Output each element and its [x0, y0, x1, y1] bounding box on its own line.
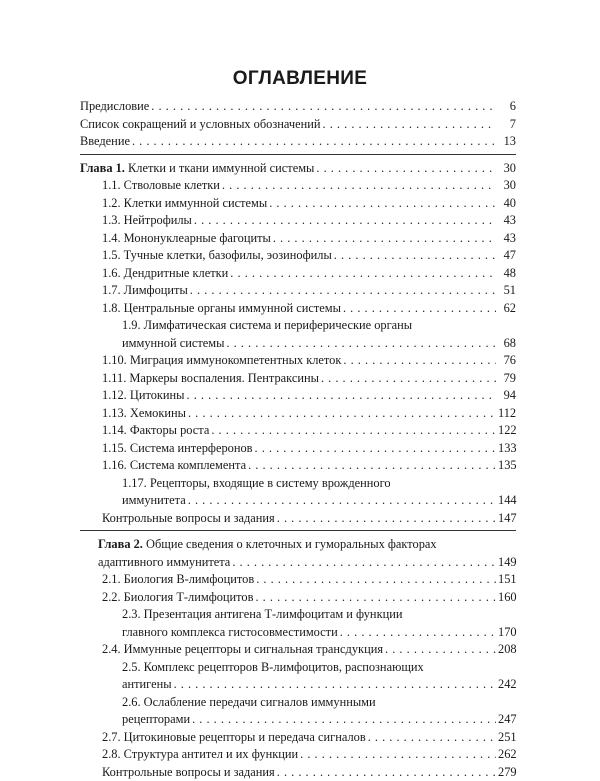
toc-entry-line	[102, 265, 516, 283]
toc-entry[interactable]	[80, 589, 516, 607]
toc-entry[interactable]	[80, 195, 516, 213]
toc-entry[interactable]	[80, 265, 516, 283]
toc-entry[interactable]	[80, 606, 516, 641]
dot-leader	[277, 510, 496, 528]
toc-page-number: 43	[498, 230, 516, 248]
toc-entry[interactable]	[80, 116, 516, 134]
toc-entry-text: 1.15. Система интерферонов	[102, 440, 253, 458]
toc-entry-line	[102, 729, 516, 747]
toc-entry-text: 2.7. Цитокиновые рецепторы и передача сигналов	[102, 729, 366, 747]
toc-entry-text: 1.5. Тучные клетки, базофилы, эозинофилы	[102, 247, 332, 265]
toc-entry-line: 1.17. Рецепторы, входящие в систему врожденного	[102, 475, 516, 493]
dot-leader	[277, 764, 496, 781]
toc-page-number: 43	[498, 212, 516, 230]
toc-page-number: 51	[498, 282, 516, 300]
toc-entry-line	[102, 195, 516, 213]
toc-entry-line: Глава 2. Общие сведения о клеточных и гуморальных факторах	[80, 536, 516, 554]
toc-entry-text: главного комплекса гистосовместимости	[102, 624, 338, 642]
toc-entry-text: Предисловие	[80, 98, 149, 116]
chapter-2-section	[80, 536, 516, 781]
toc-entry-line	[80, 160, 516, 178]
toc-entry-text: 1.13. Хемокины	[102, 405, 186, 423]
toc-entry-text: рецепторами	[102, 711, 190, 729]
dot-leader	[190, 282, 496, 300]
toc-entry-text: Контрольные вопросы и задания	[102, 510, 275, 528]
toc-entry-line	[102, 282, 516, 300]
toc-entry-line	[102, 641, 516, 659]
toc-entry[interactable]	[80, 370, 516, 388]
dot-leader	[211, 422, 496, 440]
dot-leader	[269, 195, 496, 213]
dot-leader	[300, 746, 496, 764]
dot-leader	[343, 300, 496, 318]
toc-page-number: 7	[498, 116, 516, 134]
toc-entry-line	[102, 746, 516, 764]
dot-leader	[256, 571, 496, 589]
toc-entry-line	[102, 711, 516, 729]
dot-leader	[230, 265, 496, 283]
toc-entry-line	[102, 370, 516, 388]
toc-entry-line: 2.3. Презентация антигена Т-лимфоцитам и функции	[102, 606, 516, 624]
toc-entry-text: Контрольные вопросы и задания	[102, 764, 275, 781]
dot-leader	[226, 335, 496, 353]
toc-entry[interactable]	[80, 282, 516, 300]
toc-entry[interactable]	[80, 764, 516, 781]
dot-leader	[385, 641, 496, 659]
toc-entry-line	[102, 510, 516, 528]
toc-page-number: 251	[498, 729, 516, 747]
toc-entry-text: Список сокращений и условных обозначений	[80, 116, 321, 134]
toc-entry-line	[102, 177, 516, 195]
dot-leader	[343, 352, 496, 370]
toc-entry-line	[102, 405, 516, 423]
toc-entry-text: 1.7. Лимфоциты	[102, 282, 188, 300]
toc-entry-line	[102, 440, 516, 458]
toc-entry-text: 1.14. Факторы роста	[102, 422, 209, 440]
toc-entry-text: Введение	[80, 133, 130, 151]
dot-leader	[188, 405, 496, 423]
toc-entry-text: 1.8. Центральные органы иммунной системы	[102, 300, 341, 318]
dot-leader	[194, 212, 496, 230]
dot-leader	[323, 116, 496, 134]
toc-page-number: 242	[498, 676, 516, 694]
toc-entry[interactable]	[80, 571, 516, 589]
toc-entry-line	[102, 300, 516, 318]
front-matter-list	[80, 98, 516, 151]
toc-page-number: 94	[498, 387, 516, 405]
toc-entry-line	[102, 422, 516, 440]
toc-page-number: 151	[498, 571, 516, 589]
chapter-label: Глава 1.	[80, 161, 125, 175]
toc-page-number: 79	[498, 370, 516, 388]
toc-page-number: 112	[498, 405, 516, 423]
toc-page-number: 170	[498, 624, 516, 642]
toc-page-number: 135	[498, 457, 516, 475]
toc-entry-line	[102, 764, 516, 781]
toc-entry[interactable]	[80, 300, 516, 318]
toc-page-number: 122	[498, 422, 516, 440]
dot-leader	[255, 589, 496, 607]
toc-page-number: 6	[498, 98, 516, 116]
toc-entry-line	[102, 387, 516, 405]
toc-entry-text: антигены	[102, 676, 172, 694]
dot-leader	[255, 440, 496, 458]
toc-entry[interactable]	[80, 510, 516, 528]
section-divider	[80, 530, 516, 531]
toc-entry-line	[102, 247, 516, 265]
toc-entry-text: 1.12. Цитокины	[102, 387, 185, 405]
toc-entry[interactable]	[80, 212, 516, 230]
toc-entry[interactable]	[80, 659, 516, 694]
toc-entry[interactable]	[80, 475, 516, 510]
dot-leader	[192, 711, 496, 729]
toc-entry-line	[102, 230, 516, 248]
toc-entry-text: иммунитета	[102, 492, 186, 510]
chapter-1-section	[80, 160, 516, 528]
toc-entry-text: адаптивного иммунитета	[80, 554, 230, 572]
toc-entry-line	[80, 554, 516, 572]
toc-entry-line: 2.6. Ослабление передачи сигналов иммунными	[102, 694, 516, 712]
toc-entry[interactable]	[80, 317, 516, 352]
toc-page-number: 13	[498, 133, 516, 151]
toc-entry-line	[102, 571, 516, 589]
toc-entry-line	[102, 457, 516, 475]
toc-entry-text: 1.6. Дендритные клетки	[102, 265, 228, 283]
toc-entry[interactable]	[80, 247, 516, 265]
toc-page-number: 160	[498, 589, 516, 607]
toc-entry-line: 1.9. Лимфатическая система и периферические органы	[102, 317, 516, 335]
toc-entry[interactable]	[80, 230, 516, 248]
dot-leader	[132, 133, 496, 151]
toc-entry-line	[102, 589, 516, 607]
toc-entry-line	[102, 212, 516, 230]
toc-entry-line	[102, 676, 516, 694]
dot-leader	[151, 98, 496, 116]
toc-entry[interactable]	[80, 177, 516, 195]
toc-page-number: 62	[498, 300, 516, 318]
toc-entry-line	[102, 335, 516, 353]
toc-entry-text: 1.10. Миграция иммунокомпетентных клеток	[102, 352, 341, 370]
toc-entry-line	[102, 352, 516, 370]
toc-entry[interactable]	[80, 457, 516, 475]
section-divider	[80, 154, 516, 155]
dot-leader	[334, 247, 496, 265]
chapter-heading[interactable]	[80, 160, 516, 178]
toc-page-number: 76	[498, 352, 516, 370]
dot-leader	[174, 676, 496, 694]
toc-entry[interactable]	[80, 729, 516, 747]
toc-entry[interactable]	[80, 133, 516, 151]
toc-entry-text: Глава 1. Клетки и ткани иммунной системы	[80, 160, 314, 178]
toc-entry-text: 1.16. Система комплемента	[102, 457, 246, 475]
toc-entry[interactable]	[80, 405, 516, 423]
toc-page-number: 279	[498, 764, 516, 781]
toc-entry-text: 2.1. Биология В-лимфоцитов	[102, 571, 254, 589]
toc-page-number: 47	[498, 247, 516, 265]
dot-leader	[316, 160, 496, 178]
toc-entry-line	[80, 116, 516, 134]
toc-page-number: 30	[498, 160, 516, 178]
toc-entry-text: 2.4. Иммунные рецепторы и сигнальная трансдукция	[102, 641, 383, 659]
chapter-label: Глава 2.	[98, 537, 143, 551]
toc-page-number: 208	[498, 641, 516, 659]
toc-entry-line	[102, 492, 516, 510]
toc-page-number: 149	[498, 554, 516, 572]
dot-leader	[188, 492, 496, 510]
dot-leader	[248, 457, 496, 475]
chapter-heading[interactable]	[80, 536, 516, 571]
toc-page-number: 133	[498, 440, 516, 458]
toc-entry-text: 2.8. Структура антител и их функции	[102, 746, 298, 764]
dot-leader	[222, 177, 496, 195]
toc-entry[interactable]	[80, 440, 516, 458]
dot-leader	[340, 624, 496, 642]
toc-entry[interactable]	[80, 746, 516, 764]
toc-entry-text: 1.2. Клетки иммунной системы	[102, 195, 267, 213]
table-of-contents	[80, 98, 516, 781]
toc-page-number: 144	[498, 492, 516, 510]
toc-entry[interactable]	[80, 352, 516, 370]
page-title: ОГЛАВЛЕНИЕ	[0, 68, 600, 90]
toc-entry-text: 1.11. Маркеры воспаления. Пентраксины	[102, 370, 319, 388]
toc-entry[interactable]	[80, 98, 516, 116]
toc-entry[interactable]	[80, 387, 516, 405]
toc-page-number: 247	[498, 711, 516, 729]
dot-leader	[368, 729, 496, 747]
toc-entry-text: 1.1. Стволовые клетки	[102, 177, 220, 195]
toc-page-number: 30	[498, 177, 516, 195]
toc-page-number: 40	[498, 195, 516, 213]
toc-entry-line	[102, 624, 516, 642]
toc-entry-text: 2.2. Биология Т-лимфоцитов	[102, 589, 253, 607]
toc-entry[interactable]	[80, 641, 516, 659]
toc-page-number: 48	[498, 265, 516, 283]
toc-entry-text: иммунной системы	[102, 335, 224, 353]
toc-page-number: 68	[498, 335, 516, 353]
dot-leader	[187, 387, 496, 405]
toc-page-number: 147	[498, 510, 516, 528]
toc-entry[interactable]	[80, 422, 516, 440]
toc-entry-line: 2.5. Комплекс рецепторов В-лимфоцитов, распознающих	[102, 659, 516, 677]
toc-entry-line	[80, 133, 516, 151]
toc-entry-text: 1.4. Мононуклеарные фагоциты	[102, 230, 271, 248]
toc-page-number: 262	[498, 746, 516, 764]
dot-leader	[232, 554, 496, 572]
toc-entry-line	[80, 98, 516, 116]
dot-leader	[321, 370, 496, 388]
toc-entry-text: 1.3. Нейтрофилы	[102, 212, 192, 230]
toc-entry[interactable]	[80, 694, 516, 729]
dot-leader	[273, 230, 496, 248]
